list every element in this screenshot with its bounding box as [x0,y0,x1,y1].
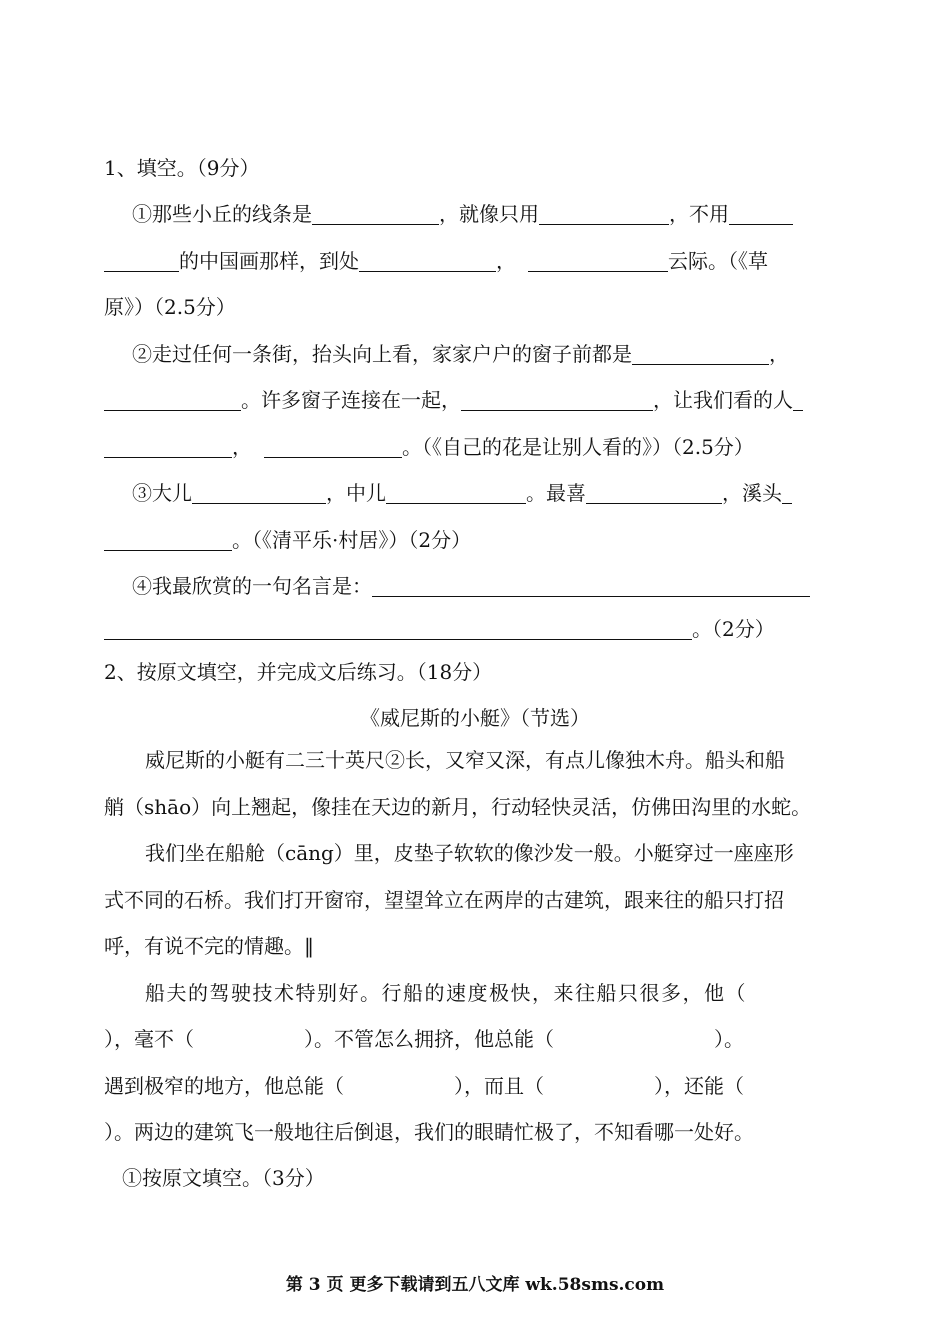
passage-line: 遇到极窄的地方，他总能（ ），而且（ ），还能（ [104,1074,744,1098]
q1-line-6: ， 。（《自己的花是让别人看的》）（2.5分） [104,434,754,460]
q1-line-10: 。（2分） [104,616,775,642]
passage-line: 船夫的驾驶技术特别好。行船的速度极快，来往船只很多，他（ [145,981,747,1005]
q1-line-7: ③大儿 ，中儿 。最喜 ，溪头 [132,480,792,506]
blank[interactable] [528,251,668,272]
blank[interactable] [192,483,326,504]
blank[interactable] [104,530,232,551]
passage-line: 艄（shāo）向上翘起，像挂在天边的新月，行动轻快灵活，仿佛田沟里的水蛇。 [104,795,812,819]
sub-question-1: ①按原文填空。（3分） [122,1166,325,1190]
blank[interactable] [372,576,810,597]
blank[interactable] [264,437,402,458]
blank[interactable] [782,483,792,504]
q1-line-3: 原》）（2.5分） [104,295,236,319]
blank[interactable] [386,483,526,504]
blank[interactable] [104,390,241,411]
q1-line-9: ④我最欣赏的一句名言是： [132,573,810,599]
q1-line-4: ②走过任何一条街，抬头向上看，家家户户的窗子前都是 ， [132,342,789,366]
q1-line-2: 的中国画那样，到处 ， 云际。（《草 [104,248,768,274]
passage-line: 我们坐在船舱（cāng）里，皮垫子软软的像沙发一般。小艇穿过一座座形 [145,841,794,865]
page-footer: 第 3 页 更多下载请到五八文库 wk.58sms.com [285,1275,665,1295]
blank[interactable] [104,619,692,640]
blank[interactable] [632,344,769,365]
blank[interactable] [586,483,722,504]
blank[interactable] [729,204,793,225]
q1-line-5: 。许多窗子连接在一起， ，让我们看的人 [104,387,803,413]
blank[interactable] [104,251,179,272]
blank[interactable] [793,390,803,411]
blank[interactable] [461,390,653,411]
passage-line: 呼，有说不完的情趣。‖ [104,934,314,958]
blank[interactable] [312,204,439,225]
blank[interactable] [104,437,232,458]
passage-line: 式不同的石桥。我们打开窗帘，望望耸立在两岸的古建筑，跟来往的船只打招 [104,888,784,912]
passage-line: 威尼斯的小艇有二三十英尺②长，又窄又深，有点儿像独木舟。船头和船 [145,748,785,772]
blank[interactable] [539,204,669,225]
passage-line: ）。两边的建筑飞一般地往后倒退，我们的眼睛忙极了，不知看哪一处好。 [104,1120,754,1144]
q1-heading: 1、填空。（9分） [104,156,260,180]
q1-line-1: ①那些小丘的线条是 ，就像只用 ，不用 [132,201,793,227]
blank[interactable] [359,251,496,272]
passage-title: 《威尼斯的小艇》（节选） [360,706,590,730]
q2-heading: 2、按原文填空，并完成文后练习。（18分） [104,660,493,684]
passage-line: ），毫不（ ）。不管怎么拥挤，他总能（ ）。 [104,1027,744,1051]
q1-line-8: 。（《清平乐·村居》）（2分） [104,527,471,553]
